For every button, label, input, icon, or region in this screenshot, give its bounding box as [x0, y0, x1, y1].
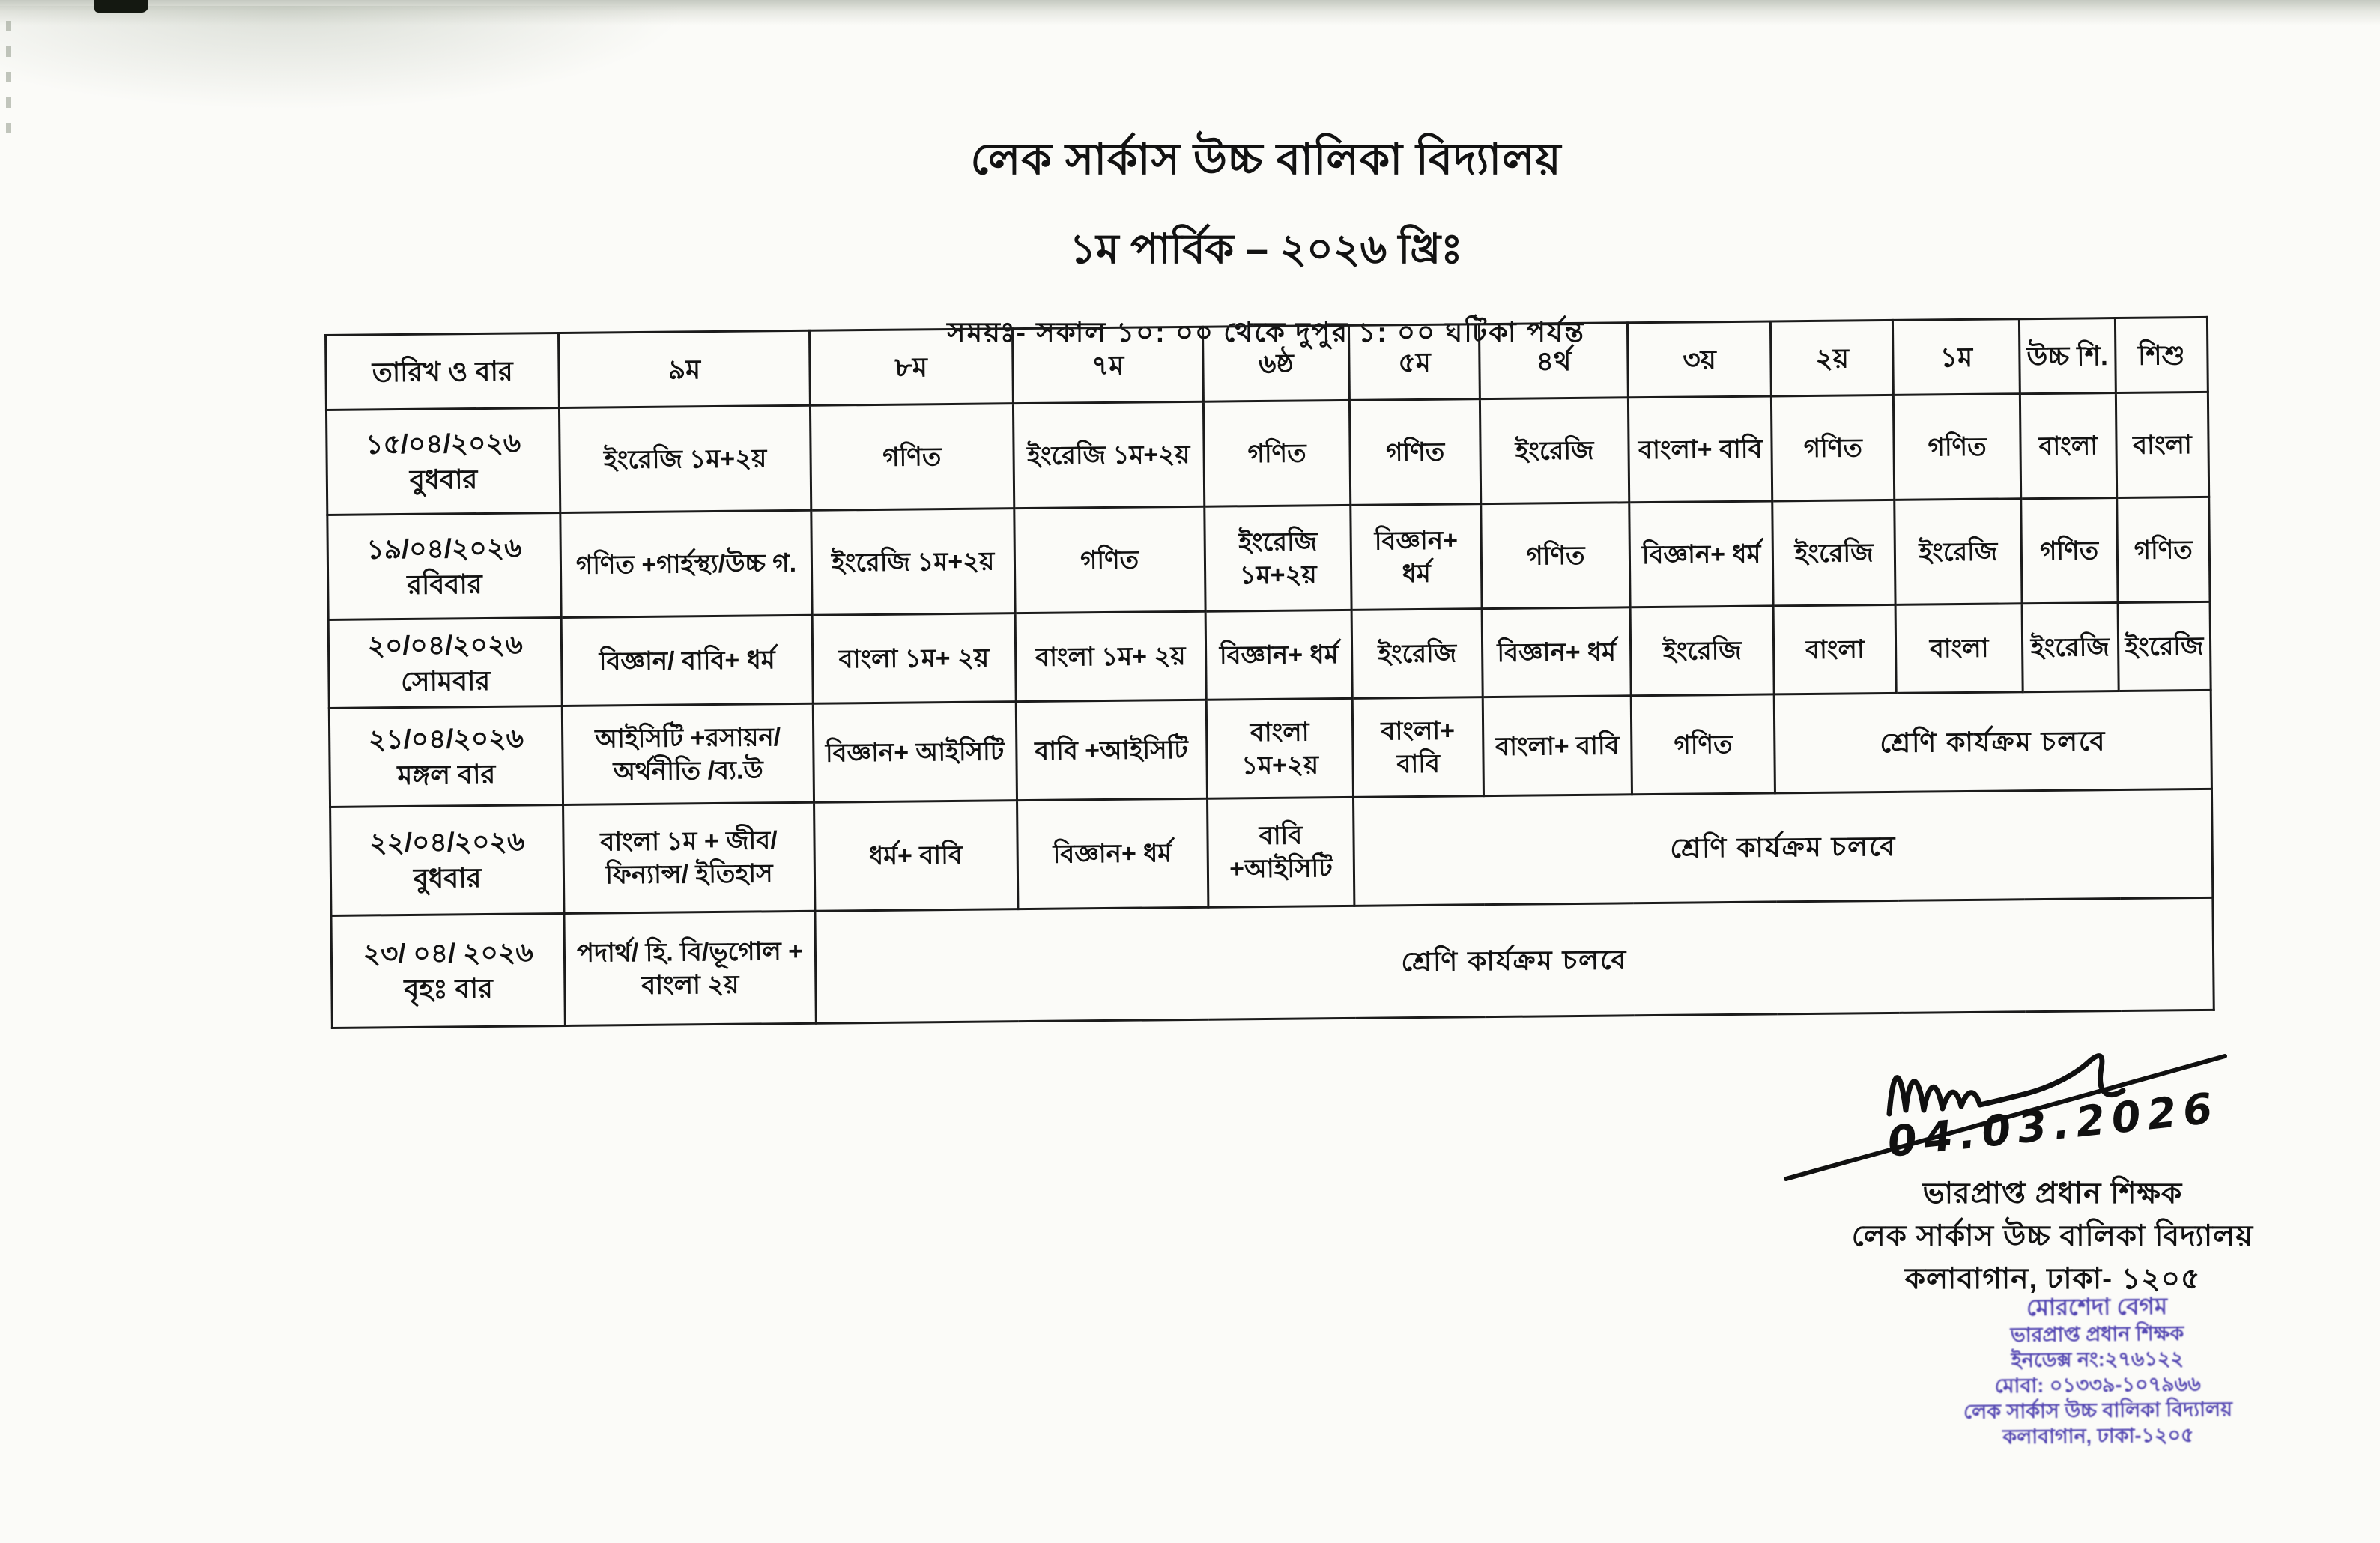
subject-cell: গণিত: [1203, 400, 1351, 506]
subject-cell: বাংলা: [2116, 392, 2209, 497]
column-header-date-day: তারিখ ও বার: [326, 333, 560, 410]
exam-day: বুধবার: [409, 463, 478, 495]
subject-cell: ইংরেজি: [2022, 603, 2119, 692]
exam-date: ১৫/০৪/২০২৬: [365, 426, 521, 459]
column-header-class: ১ম: [1893, 319, 2020, 395]
exam-day: রবিবার: [407, 568, 482, 600]
subject-cell: ইংরেজি: [1772, 500, 1896, 606]
subject-cell: বিজ্ঞান+ ধর্ম: [1017, 798, 1208, 909]
column-header-class: ৮ম: [809, 329, 1013, 406]
subject-cell: বাংলা: [1773, 604, 1896, 694]
signatory-school: লেক সার্কাস উচ্চ বালিকা বিদ্যালয়: [1851, 1220, 2254, 1252]
subject-cell: ইংরেজি ১ম+২য়: [560, 405, 811, 512]
signature-date: 04.03.2026: [1885, 1083, 2222, 1167]
exam-timetable: [324, 316, 2215, 1029]
date-cell: [330, 804, 565, 915]
stamp-address: কলাবাগান, ঢাকা-১২০৫: [2002, 1423, 2194, 1449]
column-header-class: ৪র্থ: [1479, 323, 1628, 399]
exam-time-note: সময়ঃ- সকাল ১০: ০০ থেকে দুপুর ১: ০০ ঘটিকা পর্যন্ত: [947, 317, 1585, 348]
timetable-row: [331, 897, 2214, 1028]
exam-day: সোমবার: [400, 664, 491, 697]
subject-cell: বাংলা+ বাবি: [1483, 696, 1632, 796]
subject-cell: ইংরেজি ১ম+২য়: [811, 509, 1015, 616]
subject-cell: বাবি +আইসিটি: [1207, 797, 1354, 907]
date-cell: [327, 512, 562, 619]
subject-cell: গণিত: [810, 404, 1014, 511]
subject-cell: বিজ্ঞান+ ধর্ম: [1629, 501, 1773, 607]
headmaster-ink-stamp: [1887, 1291, 2308, 1451]
subject-cell: গণিত: [1350, 399, 1481, 506]
subject-cell: ইংরেজি: [1895, 499, 2022, 605]
subject-cell: গণিত: [1631, 694, 1775, 795]
stamp-name: মোরশেদা বেগম: [2026, 1293, 2168, 1321]
column-header-class: ৬ষ্ঠ: [1202, 325, 1350, 401]
date-cell: [329, 706, 563, 807]
column-header-class: ৫ম: [1349, 324, 1480, 401]
exam-title: ১ম পার্বিক – ২০২৬ খ্রিঃ: [1069, 225, 1463, 272]
timetable-row: [330, 789, 2213, 915]
class-activity-note-cell: শ্রেণি কার্যক্রম চলবে: [815, 897, 2214, 1023]
subject-cell: ইংরেজি: [2118, 601, 2211, 691]
signatory-designation: ভারপ্রাপ্ত প্রধান শিক্ষক: [1922, 1177, 2183, 1210]
subject-cell: ইংরেজি: [1352, 609, 1483, 699]
subject-cell: ইংরেজি: [1480, 398, 1629, 504]
scan-artifact-smudge: [0, 6, 719, 118]
subject-cell: ইংরেজি: [1630, 606, 1774, 696]
column-header-class: উচ্চ শি.: [2019, 318, 2116, 394]
scan-artifact-edge-marks: [6, 21, 11, 148]
exam-date: ১৯/০৪/২০২৬: [366, 531, 522, 564]
subject-cell: বাংলা: [2020, 393, 2116, 499]
column-header-class: ৯ম: [559, 330, 810, 407]
subject-cell: বাংলা ১ম+২য়: [1206, 698, 1354, 798]
column-header-class: ২য়: [1771, 320, 1894, 396]
timetable-wrapper: [324, 316, 2215, 1029]
subject-cell: গণিত: [2117, 497, 2211, 602]
exam-date: ২২/০৪/২০২৬: [369, 825, 525, 858]
stamp-mobile-number: মোবা: ০১৩৩৯-১০৭৯৬৬: [1994, 1372, 2201, 1398]
column-header-class: ৩য়: [1628, 321, 1772, 398]
subject-cell: গণিত: [1772, 395, 1895, 501]
subject-cell: গণিত: [1014, 506, 1205, 613]
subject-cell: বাংলা+ বাবি: [1353, 697, 1484, 798]
stamp-school: লেক সার্কাস উচ্চ বালিকা বিদ্যালয়: [1963, 1398, 2233, 1423]
exam-day: মঙ্গল বার: [397, 758, 496, 790]
school-name-title: লেক সার্কাস উচ্চ বালিকা বিদ্যালয়: [970, 135, 1562, 184]
subject-cell: ইংরেজি ১ম+২য়: [1204, 505, 1351, 611]
timetable-row: [329, 690, 2211, 807]
exam-date: ২৩/ ০৪/ ২০২৬: [363, 936, 533, 969]
timetable-body: [326, 392, 2214, 1028]
subject-cell: বিজ্ঞান+ আইসিটি: [813, 702, 1017, 803]
subject-cell: গণিত: [1894, 394, 2021, 500]
subject-cell: বাংলা+ বাবি: [1629, 396, 1772, 503]
subject-cell: বিজ্ঞান/ বাবি+ ধর্ম: [562, 615, 813, 706]
timetable-row: [327, 497, 2210, 619]
timetable-row: [326, 392, 2208, 515]
scan-artifact-dark-blob: [94, 0, 148, 13]
subject-cell: বাংলা ১ম + জীব/ ফিন্যান্স/ ইতিহাস: [563, 802, 814, 913]
exam-date: ২১/০৪/২০২৬: [368, 721, 524, 754]
subject-cell: বাবি +আইসিটি: [1016, 700, 1207, 800]
subject-cell: ইংরেজি ১ম+২য়: [1013, 401, 1204, 508]
class-activity-note-cell: শ্রেণি কার্যক্রম চলবে: [1354, 789, 2213, 906]
exam-date: ২০/০৪/২০২৬: [367, 628, 524, 661]
date-cell: [326, 407, 560, 515]
subject-cell: বাংলা ১ম+ ২য়: [1015, 611, 1206, 701]
subject-cell: গণিত +গার্হস্থ্য/উচ্চ গ.: [560, 510, 811, 617]
subject-cell: বিজ্ঞান+ ধর্ম: [1482, 607, 1632, 697]
stamp-designation: ভারপ্রাপ্ত প্রধান শিক্ষক: [2010, 1321, 2184, 1347]
column-header-class: শিশু: [2115, 317, 2208, 392]
date-cell: [328, 617, 563, 708]
subject-cell: গণিত: [1481, 503, 1631, 609]
signatory-address: কলাবাগান, ঢাকা- ১২০৫: [1904, 1263, 2201, 1295]
stamp-index-number: ইনডেক্স নং:২৭৬১২২: [2011, 1347, 2184, 1372]
headmaster-signature: [1777, 1035, 2241, 1192]
subject-cell: ধর্ম+ বাবি: [814, 801, 1018, 912]
class-activity-note-cell: শ্রেণি কার্যক্রম চলবে: [1774, 690, 2211, 793]
exam-day: বৃহঃ বার: [404, 972, 494, 1004]
subject-cell: বিজ্ঞান+ ধর্ম: [1351, 504, 1482, 610]
subject-cell: বিজ্ঞান+ ধর্ম: [1205, 610, 1353, 700]
subject-cell: আইসিটি +রসায়ন/অর্থনীতি /ব্য.উ: [563, 703, 814, 804]
subject-cell: গণিত: [2020, 498, 2117, 604]
date-cell: [331, 913, 566, 1028]
exam-day: বুধবার: [413, 862, 482, 894]
subject-cell: বাংলা: [1895, 604, 2022, 694]
column-header-class: ৭ম: [1012, 327, 1203, 403]
subject-cell: পদার্থ/ হি. বি/ভূগোল + বাংলা ২য়: [564, 911, 816, 1025]
signature-text-block: [1798, 1172, 2307, 1300]
subject-cell: বাংলা ১ম+ ২য়: [812, 613, 1016, 704]
